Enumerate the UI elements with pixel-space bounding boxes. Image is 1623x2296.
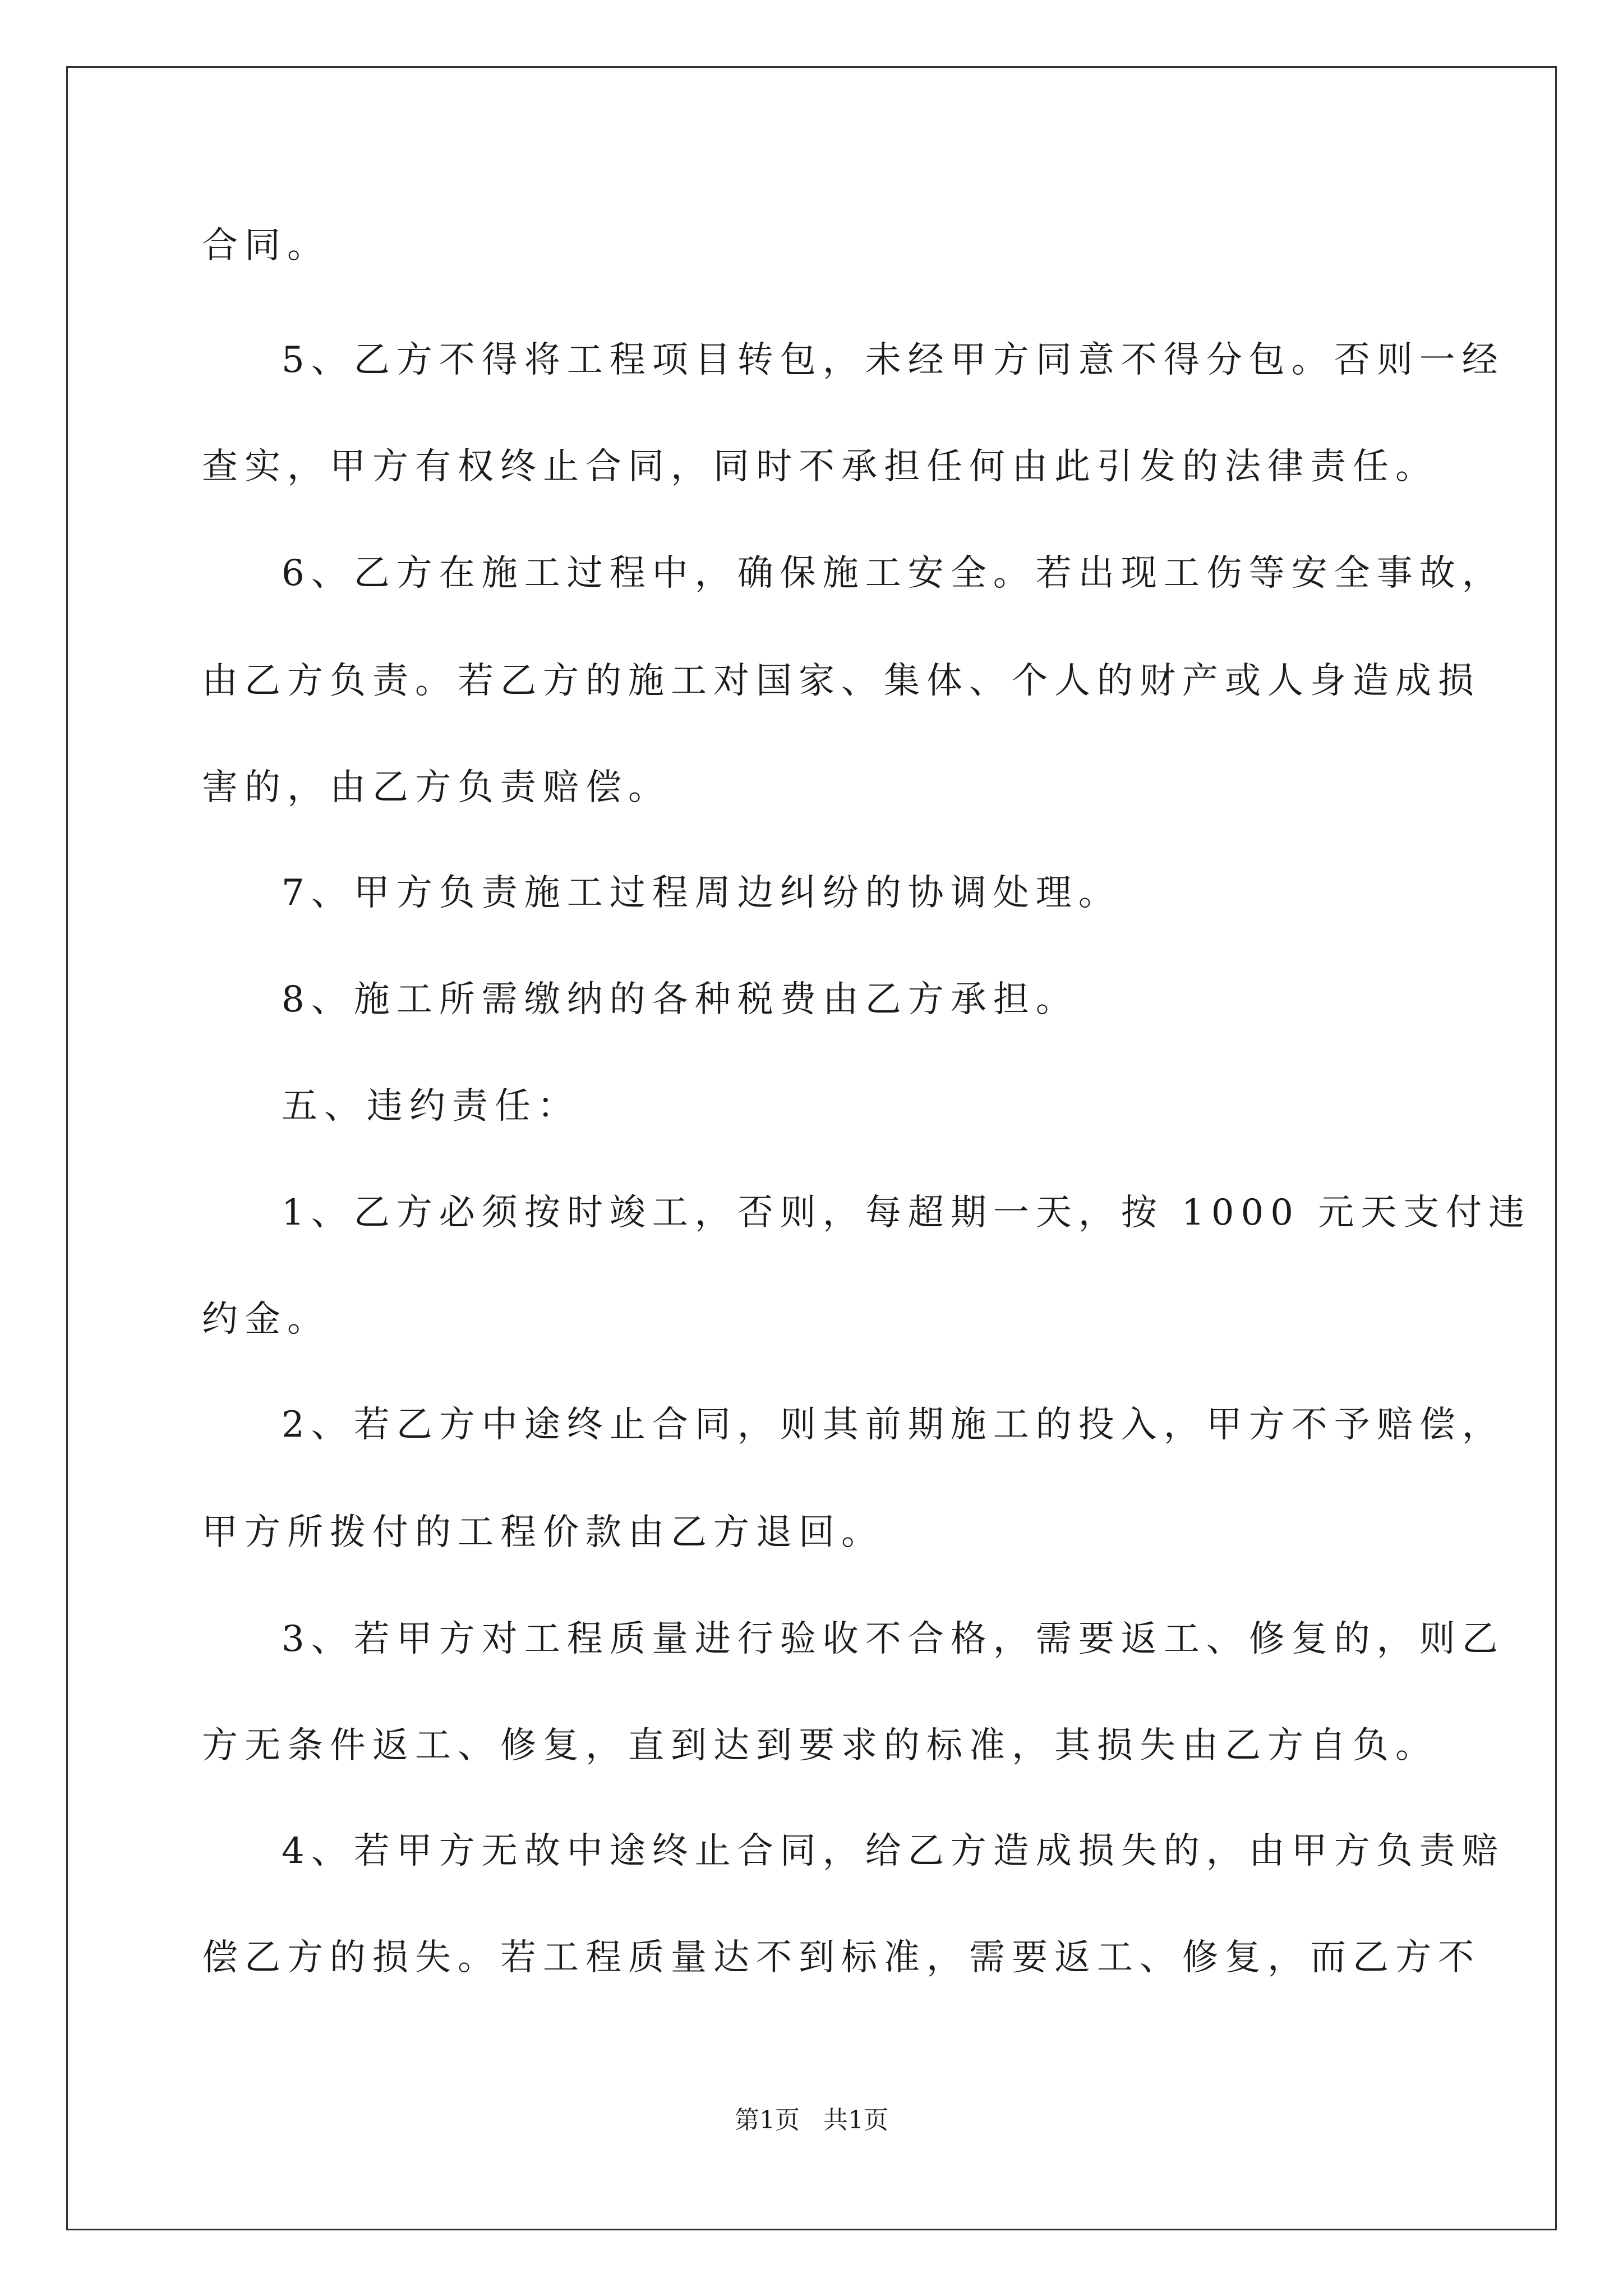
text-line: 7、甲方负责施工过程周边纠纷的协调处理。 xyxy=(282,872,1121,914)
page-border xyxy=(66,66,1557,2230)
text-line: 6、乙方在施工过程中，确保施工安全。若出现工伤等安全事故， xyxy=(282,553,1505,594)
text-line: 偿乙方的损失。若工程质量达不到标准，需要返工、修复，而乙方不 xyxy=(202,1937,1481,1978)
text-line: 4、若甲方无故中途终止合同，给乙方造成损失的，由甲方负责赔 xyxy=(282,1830,1505,1872)
text-line: 2、若乙方中途终止合同，则其前期施工的投入，甲方不予赔偿， xyxy=(282,1404,1505,1446)
text-line: 5、乙方不得将工程项目转包，未经甲方同意不得分包。否则一经 xyxy=(282,339,1505,381)
text-line: 甲方所拨付的工程价款由乙方退回。 xyxy=(202,1512,884,1553)
section-heading: 五、违约责任： xyxy=(282,1085,580,1127)
text-line: 查实，甲方有权终止合同，同时不承担任何由此引发的法律责任。 xyxy=(202,446,1438,487)
page-footer: 第1页 共1页 xyxy=(735,2106,888,2134)
text-line: 方无条件返工、修复，直到达到要求的标准，其损失由乙方自负。 xyxy=(202,1725,1438,1766)
text-line: 1、乙方必须按时竣工，否则，每超期一天，按 1000 元天支付违 xyxy=(282,1192,1532,1234)
text-line: 3、若甲方对工程质量进行验收不合格，需要返工、修复的，则乙 xyxy=(282,1618,1505,1660)
text-line: 合同。 xyxy=(202,225,330,266)
text-line: 约金。 xyxy=(202,1299,330,1340)
text-line: 由乙方负责。若乙方的施工对国家、集体、个人的财产或人身造成损 xyxy=(202,660,1481,702)
text-line: 害的，由乙方负责赔偿。 xyxy=(202,767,671,808)
text-line: 8、施工所需缴纳的各种税费由乙方承担。 xyxy=(282,979,1078,1020)
